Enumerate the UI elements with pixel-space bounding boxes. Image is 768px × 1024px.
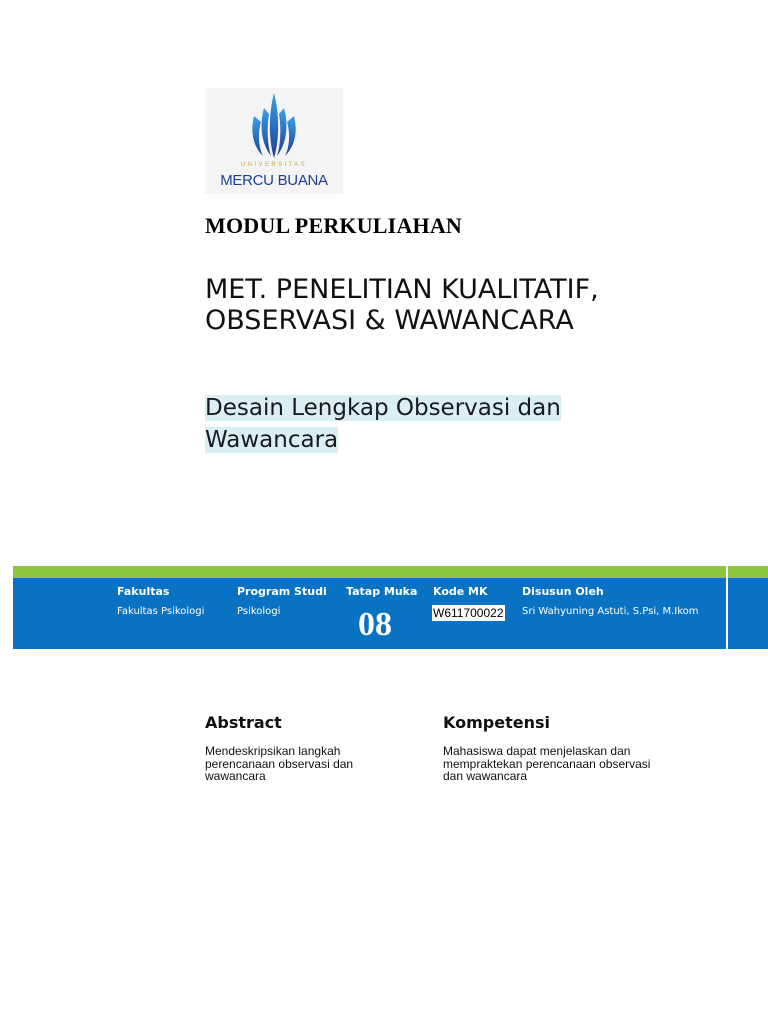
fakultas-value: Fakultas Psikologi (117, 606, 205, 617)
module-label: MODUL PERKULIAHAN (205, 213, 463, 238)
fakultas-label: Fakultas (117, 585, 170, 598)
kode-mk-value: W611700022 (433, 606, 504, 620)
kompetensi-line: mempraktekan perencanaan observasi (443, 756, 651, 771)
university-logo (205, 88, 343, 194)
kompetensi-heading: Kompetensi (443, 713, 550, 732)
disusun-oleh-value: Sri Wahyuning Astuti, S.Psi, M.Ikom (522, 606, 699, 617)
tatap-muka-value: 08 (358, 606, 392, 643)
kompetensi-line: Mahasiswa dapat menjelaskan dan (443, 744, 631, 758)
abstract-heading: Abstract (205, 713, 282, 732)
topic-title-line: Wawancara (205, 427, 339, 453)
kompetensi-body (443, 745, 673, 783)
disusun-oleh-label: Disusun Oleh (522, 585, 604, 598)
logo-university-label: UNIVERSITAS (241, 162, 307, 168)
course-title-line: OBSERVASI & WAWANCARA (205, 305, 574, 336)
logo-university-name: MERCU BUANA (220, 172, 328, 189)
course-title (205, 274, 705, 336)
abstract-line: perencanaan observasi dan (205, 756, 354, 771)
kompetensi-line: dan wawancara (443, 769, 528, 783)
band-top-stripe (13, 566, 768, 578)
topic-title (205, 392, 681, 456)
kode-mk-label: Kode MK (433, 585, 488, 598)
program-studi-label: Program Studi (237, 585, 327, 598)
abstract-line: wawancara (205, 769, 266, 783)
topic-title-line: Desain Lengkap Observasi dan (205, 395, 561, 421)
band-divider (726, 566, 728, 649)
abstract-body (205, 745, 435, 783)
tatap-muka-label: Tatap Muka (346, 585, 418, 598)
abstract-line: Mendeskripsikan langkah (205, 744, 341, 758)
program-studi-value: Psikologi (237, 606, 281, 617)
course-title-line: MET. PENELITIAN KUALITATIF, (205, 274, 599, 305)
